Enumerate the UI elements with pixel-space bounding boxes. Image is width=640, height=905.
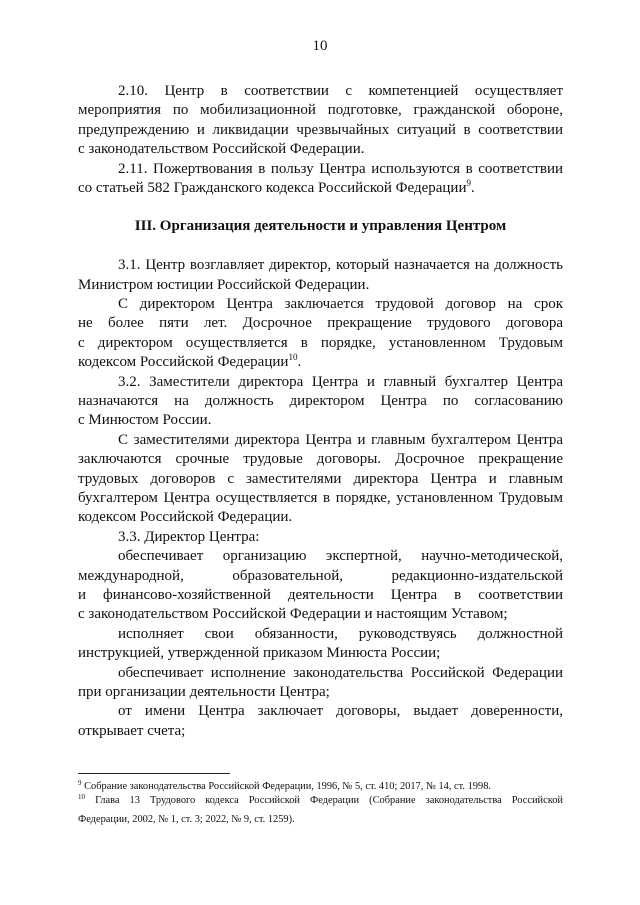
paragraph-line [78,586,563,605]
paragraph-line [78,353,563,372]
paragraph-line [78,664,563,683]
paragraph-line [78,373,563,392]
line-text: с законодательством Российской Федерации и настоящим Уставом; [78,606,508,623]
paragraph-line [78,683,563,702]
paragraph-line [78,179,563,198]
paragraph-line [78,276,563,295]
footnote-line [78,780,563,794]
paragraph [78,373,563,431]
line-text: при организации деятельности Центра; [78,683,330,700]
line-text: заключаются срочные трудовые договоры. Досрочное прекращение [78,451,563,468]
footnote-line [78,813,563,827]
paragraph-line [78,411,563,430]
paragraph [78,256,563,295]
line-text: и финансово-хозяйственной деятельности Центра в соответствии [78,587,563,603]
page-number: 10 [312,38,328,54]
line-text: с законодательством Российской Федерации. [78,141,365,158]
paragraph-line [78,334,563,353]
paragraph [78,702,563,741]
line-text: С директором Центра заключается трудовой договор на срок [118,296,563,313]
footnote-ref: 10 [288,352,298,363]
paragraph-line [78,722,563,741]
footnote-divider [78,773,230,774]
line-text: со статьей 582 Гражданского кодекса Российской Федерации [78,179,467,196]
line-text: 3.2. Заместители директора Центра и главный бухгалтер Центра [118,373,563,390]
footnote-ref: 9 [466,177,471,188]
line-text: Федерации, 2002, № 1, ст. 3; 2022, № 9, ст. 1259). [78,814,295,826]
line-text-tail: . [471,179,475,196]
paragraph-line [78,644,563,663]
line-text: мероприятия по мобилизационной подготовке, гражданской обороне, [78,102,563,119]
paragraph-line [78,121,563,140]
footnote [78,794,563,827]
paragraph-line [78,314,563,333]
paragraph [78,664,563,703]
paragraph [78,295,563,373]
line-text: исполняет свои обязанности, руководствуясь должностной [118,625,563,642]
paragraph-line [78,450,563,469]
paragraph-line [78,605,563,624]
footnote-number: 9 [78,779,82,787]
paragraph-line [78,392,563,411]
line-text: Министром юстиции Российской Федерации. [78,276,370,293]
line-text: трудовых договоров с заместителями директора Центра и главным [78,470,563,487]
paragraph [78,82,563,160]
line-text: инструкцией, утвержденной приказом Минюста России; [78,645,441,662]
paragraph-line [78,567,563,586]
line-text: предупреждению и ликвидации чрезвычайных ситуаций в соответствии [78,121,563,138]
paragraph-line [78,82,563,101]
line-text: от имени Центра заключает договоры, выдает доверенности, [118,703,563,720]
footnote-line [78,794,563,813]
paragraph-line [78,101,563,120]
document-body [78,82,563,741]
line-text: кодексом Российской Федерации. [78,509,293,526]
line-text-tail: . [297,354,302,371]
paragraph-line [78,160,563,179]
line-text: обеспечивает организацию экспертной, научно-методической, [118,548,563,565]
footnotes [78,780,563,827]
paragraph-line [78,489,563,508]
line-text: международной, образовательной, редакционно-издательской [78,567,563,584]
paragraph-line [78,470,563,489]
line-text: обеспечивает исполнение законодательства Российской Федерации [118,664,563,681]
line-text: 2.10. Центр в соответствии с компетенцией осуществляет [118,83,563,99]
paragraph [78,625,563,664]
line-text: назначаются на должность директором Центра по согласованию [78,393,563,410]
paragraph-line [78,508,563,527]
paragraph-line [78,256,563,275]
line-text: открывает счета; [78,722,186,739]
line-text: 3.3. Директор Центра: [118,528,260,545]
paragraph-line [78,431,563,450]
line-text: Глава 13 Трудового кодекса Российской Федерации (Собрание законодательства Российской [95,795,563,806]
line-text: бухгалтером Центра осуществляется в порядке, установленном Трудовым [78,490,563,507]
line-text: с Минюстом России. [78,412,212,429]
paragraph [78,160,563,199]
line-text: 2.11. Пожертвования в пользу Центра используются в соответствии [118,160,563,177]
paragraph [78,547,563,625]
paragraph [78,431,563,528]
line-text: не более пяти лет. Досрочное прекращение трудового договора [78,315,563,332]
paragraph-line [78,702,563,721]
line-text: Собрание законодательства Российской Федерации, 1996, № 5, ст. 410; 2017, № 14, ст. 1998. [84,781,491,792]
line-text: кодексом Российской Федерации [78,354,289,371]
footnote [78,780,563,794]
footnote-number: 10 [78,793,85,801]
line-text: с директором осуществляется в порядке, установленном Трудовым [78,334,563,351]
paragraph-line [78,625,563,644]
paragraph-line [78,547,563,566]
paragraph-line [78,140,563,159]
line-text: 3.1. Центр возглавляет директор, который назначается на должность [118,257,563,274]
paragraph-line [78,528,563,547]
paragraph [78,528,563,547]
paragraph-line [78,295,563,314]
line-text: С заместителями директора Центра и главным бухгалтером Центра [118,431,563,448]
section-heading: III. Организация деятельности и управления Центром [134,218,507,235]
